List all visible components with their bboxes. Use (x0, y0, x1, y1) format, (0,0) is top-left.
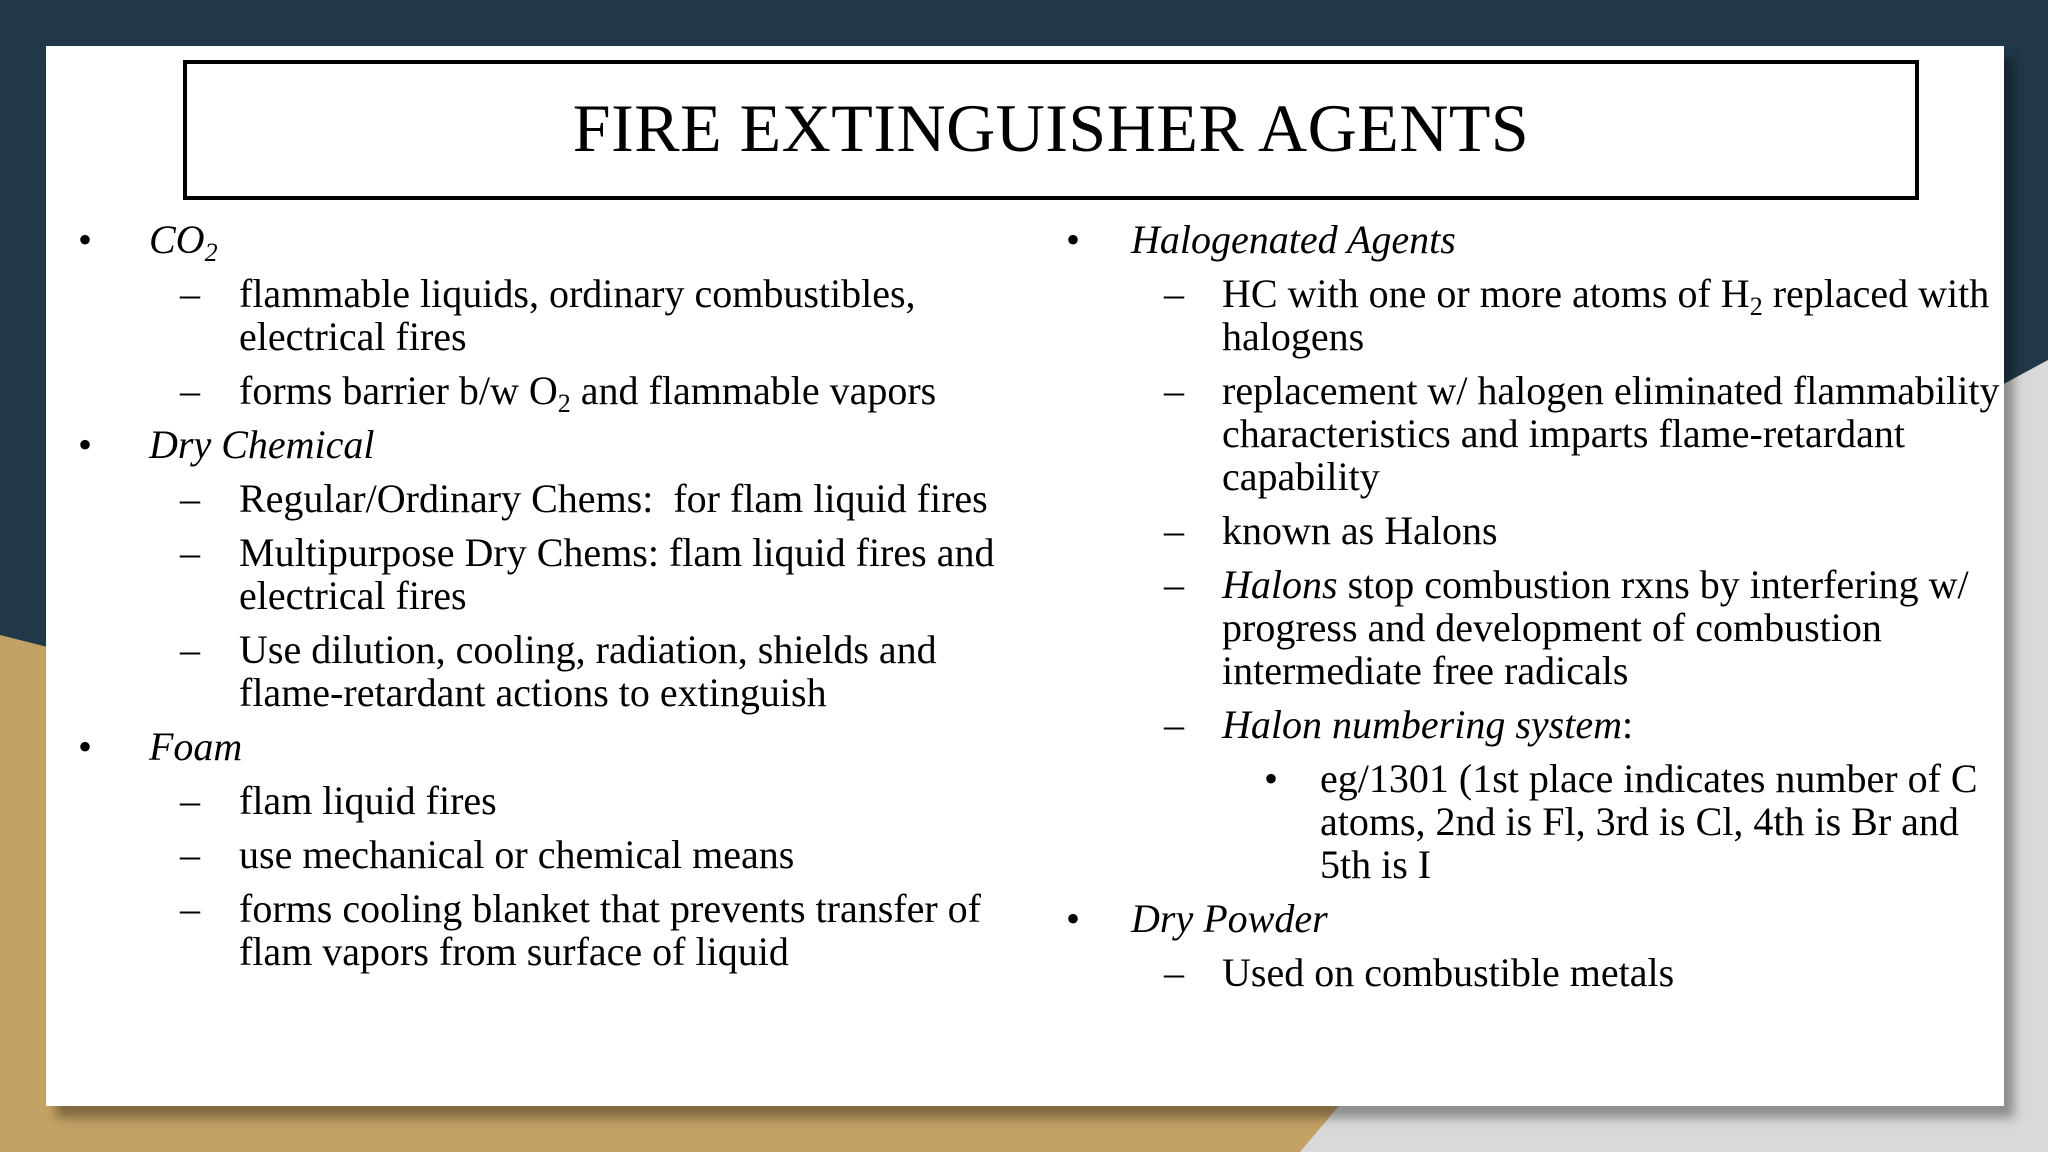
item-text: known as Halons (1222, 508, 1498, 553)
right-column (1036, 218, 2004, 1005)
dash-marker: – (180, 778, 200, 823)
bullet-marker: • (78, 217, 93, 262)
sub-list-item (1036, 563, 2004, 692)
dash-marker: – (1164, 562, 1184, 607)
dry-powder-heading: Dry Powder (1131, 896, 1328, 941)
dash-marker: – (180, 271, 200, 316)
bullet-marker: • (78, 422, 93, 467)
sub-list-item (46, 477, 1006, 520)
dash-marker: – (1164, 702, 1184, 747)
dash-marker: – (180, 627, 200, 672)
bullet-marker: • (1066, 217, 1081, 262)
item-text: replacement w/ halogen eliminated flammability characteristics and imparts flame-retardant capability (1222, 368, 2000, 499)
dash-marker: – (180, 886, 200, 931)
item-text: Multipurpose Dry Chems: flam liquid fires and electrical fires (239, 530, 995, 618)
sub-list-item (46, 531, 1006, 617)
list-item (1036, 218, 2004, 261)
dash-marker: – (1164, 368, 1184, 413)
left-column (46, 218, 1006, 984)
sub-list-item (1036, 369, 2004, 498)
item-text: Use dilution, cooling, radiation, shields and flame-retardant actions to extinguish (239, 627, 937, 715)
dash-marker: – (180, 530, 200, 575)
item-text: Halons stop combustion rxns by interfering w/ progress and development of combustion intermediate free radicals (1222, 562, 1969, 693)
item-text: forms cooling blanket that prevents transfer of flam vapors from surface of liquid (239, 886, 981, 974)
list-item (46, 423, 1006, 466)
item-text: Regular/Ordinary Chems: for flam liquid fires (239, 476, 988, 521)
sub-list-item (1036, 951, 2004, 994)
bullet-marker: • (1066, 896, 1081, 941)
dash-marker: – (180, 476, 200, 521)
dry-chemical-heading: Dry Chemical (149, 422, 375, 467)
co2-heading: $CO_2$ (149, 217, 218, 267)
title-box (183, 60, 1919, 200)
sub-list-item (46, 833, 1006, 876)
item-text: Halon numbering system: (1222, 702, 1634, 747)
list-item (1036, 897, 2004, 940)
halogenated-heading: Halogenated Agents (1131, 217, 1456, 262)
foam-heading: Foam (149, 724, 243, 769)
bullet-marker: • (78, 724, 93, 769)
item-text: forms barrier b/w $O_2$ and flammable vapors (239, 368, 937, 418)
item-text: flam liquid fires (239, 778, 497, 823)
item-text: HC with one or more atoms of $H_2$ replaced with halogens (1222, 271, 1990, 359)
dash-marker: – (1164, 271, 1184, 316)
sub-list-item (1036, 509, 2004, 552)
sub-list-item (1036, 272, 2004, 358)
slide-title: FIRE EXTINGUISHER AGENTS (572, 89, 1530, 166)
dash-marker: – (1164, 950, 1184, 995)
bullet-marker: • (1264, 756, 1279, 801)
dash-marker: – (1164, 508, 1184, 553)
sub-sub-list-item (1036, 757, 2004, 886)
sub-list-item (46, 779, 1006, 822)
sub-list-item (46, 272, 1006, 358)
dash-marker: – (180, 368, 200, 413)
list-item (46, 217, 1006, 267)
item-text: use mechanical or chemical means (239, 832, 795, 877)
slide (46, 46, 2004, 1106)
sub-list-item (46, 368, 1006, 418)
sub-list-item (1036, 703, 2004, 746)
sub-list-item (46, 628, 1006, 714)
item-text: Used on combustible metals (1222, 950, 1675, 995)
dash-marker: – (180, 832, 200, 877)
list-item (46, 725, 1006, 768)
item-text: eg/1301 (1st place indicates number of C atoms, 2nd is Fl, 3rd is Cl, 4th is Br and 5th is I (1320, 756, 1978, 887)
item-text: flammable liquids, ordinary combustibles, electrical fires (239, 271, 916, 359)
sub-list-item (46, 887, 1006, 973)
